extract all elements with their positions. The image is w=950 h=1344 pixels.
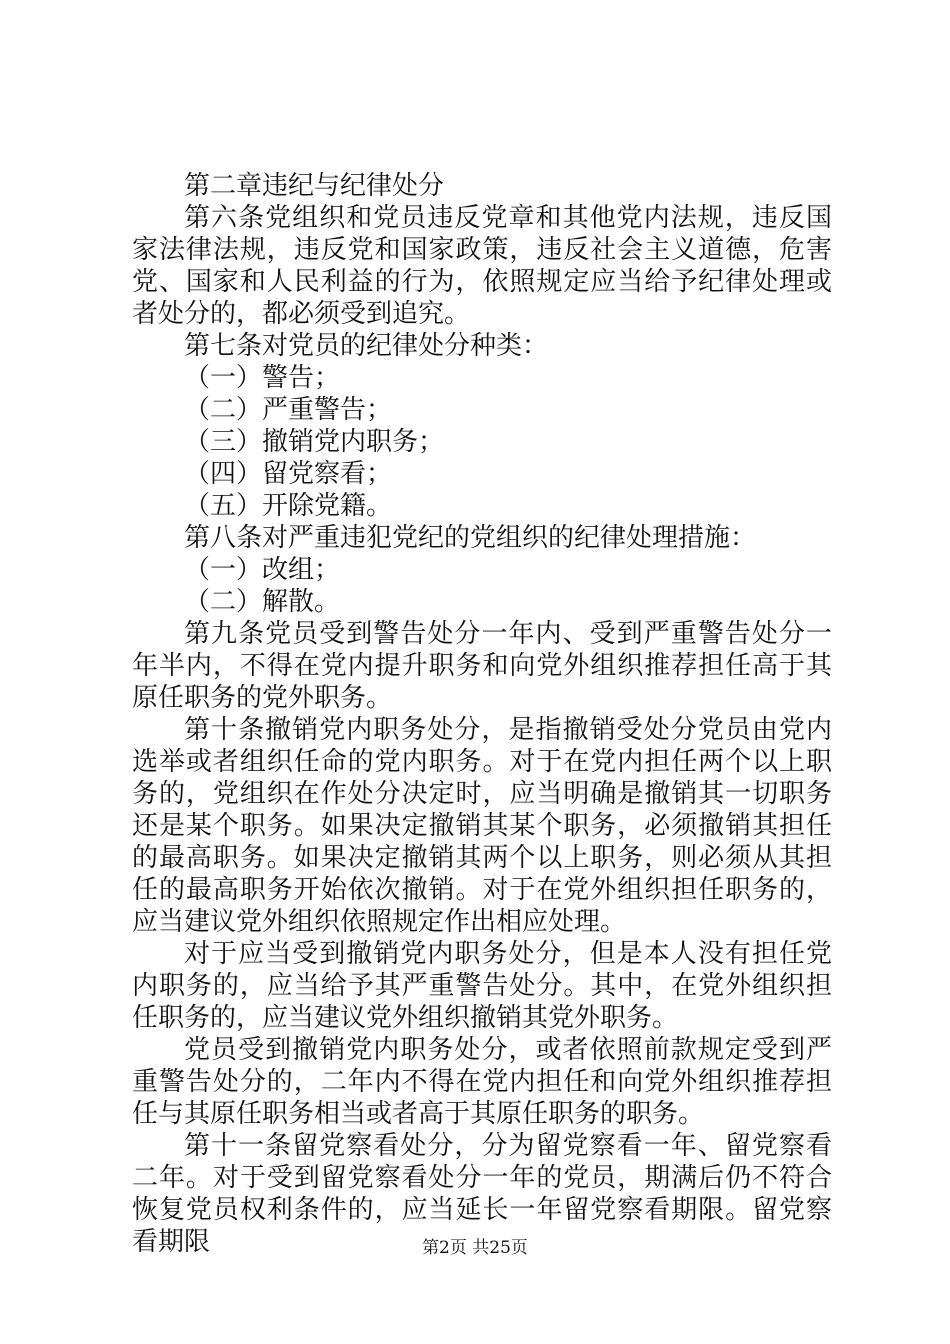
- article-11: 第十一条留党察看处分，分为留党察看一年、留党察看二年。对于受到留党察看处分一年的党员，期满后仍不符合恢复党员权利条件的，应当延长一年留党察看期限。留党察看期限: [132, 1131, 832, 1257]
- list-item: （四）留党察看；: [184, 459, 393, 489]
- chapter-heading: 第二章违纪与纪律处分: [184, 171, 445, 201]
- article-7: 第七条对党员的纪律处分种类：: [184, 331, 549, 361]
- page-number: 第2页 共25页: [422, 1238, 528, 1258]
- page-footer: [0, 1236, 950, 1260]
- list-item: （五）开除党籍。: [184, 491, 393, 521]
- list-item: （一）警告；: [184, 363, 341, 393]
- article-6: 第六条党组织和党员违反党章和其他党内法规，违反国家法律法规，违反党和国家政策，违反社会主义道德，危害党、国家和人民利益的行为，依照规定应当给予纪律处理或者处分的，都必须受到追究。: [132, 203, 832, 329]
- article-9: 第九条党员受到警告处分一年内、受到严重警告处分一年半内，不得在党内提升职务和向党外组织推荐担任高于其原任职务的党外职务。: [132, 619, 832, 713]
- list-item: （二）严重警告；: [184, 395, 393, 425]
- article-10: 第十条撤销党内职务处分，是指撤销受处分党员由党内选举或者组织任命的党内职务。对于在党内担任两个以上职务的，党组织在作处分决定时，应当明确是撤销其一切职务还是某个职务。如果决定撤销其某个职务，必须撤销其担任的最高职务。如果决定撤销其两个以上职务，则必须从其担任的最高职务开始依次撤销。对于在党外组织担任职务的，应当建议党外组织依照规定作出相应处理。: [132, 715, 832, 937]
- article-10-paragraph-3: 党员受到撤销党内职务处分，或者依照前款规定受到严重警告处分的，二年内不得在党内担任和向党外组织推荐担任与其原任职务相当或者高于其原任职务的职务。: [132, 1035, 832, 1129]
- article-10-paragraph-2: 对于应当受到撤销党内职务处分，但是本人没有担任党内职务的，应当给予其严重警告处分。其中，在党外组织担任职务的，应当建议党外组织撤销其党外职务。: [132, 939, 832, 1033]
- list-item: （二）解散。: [184, 587, 341, 617]
- document-body: [132, 170, 832, 1258]
- article-8: 第八条对严重违犯党纪的党组织的纪律处理措施：: [184, 523, 757, 553]
- list-item: （一）改组；: [184, 555, 341, 585]
- list-item: （三）撤销党内职务；: [184, 427, 445, 457]
